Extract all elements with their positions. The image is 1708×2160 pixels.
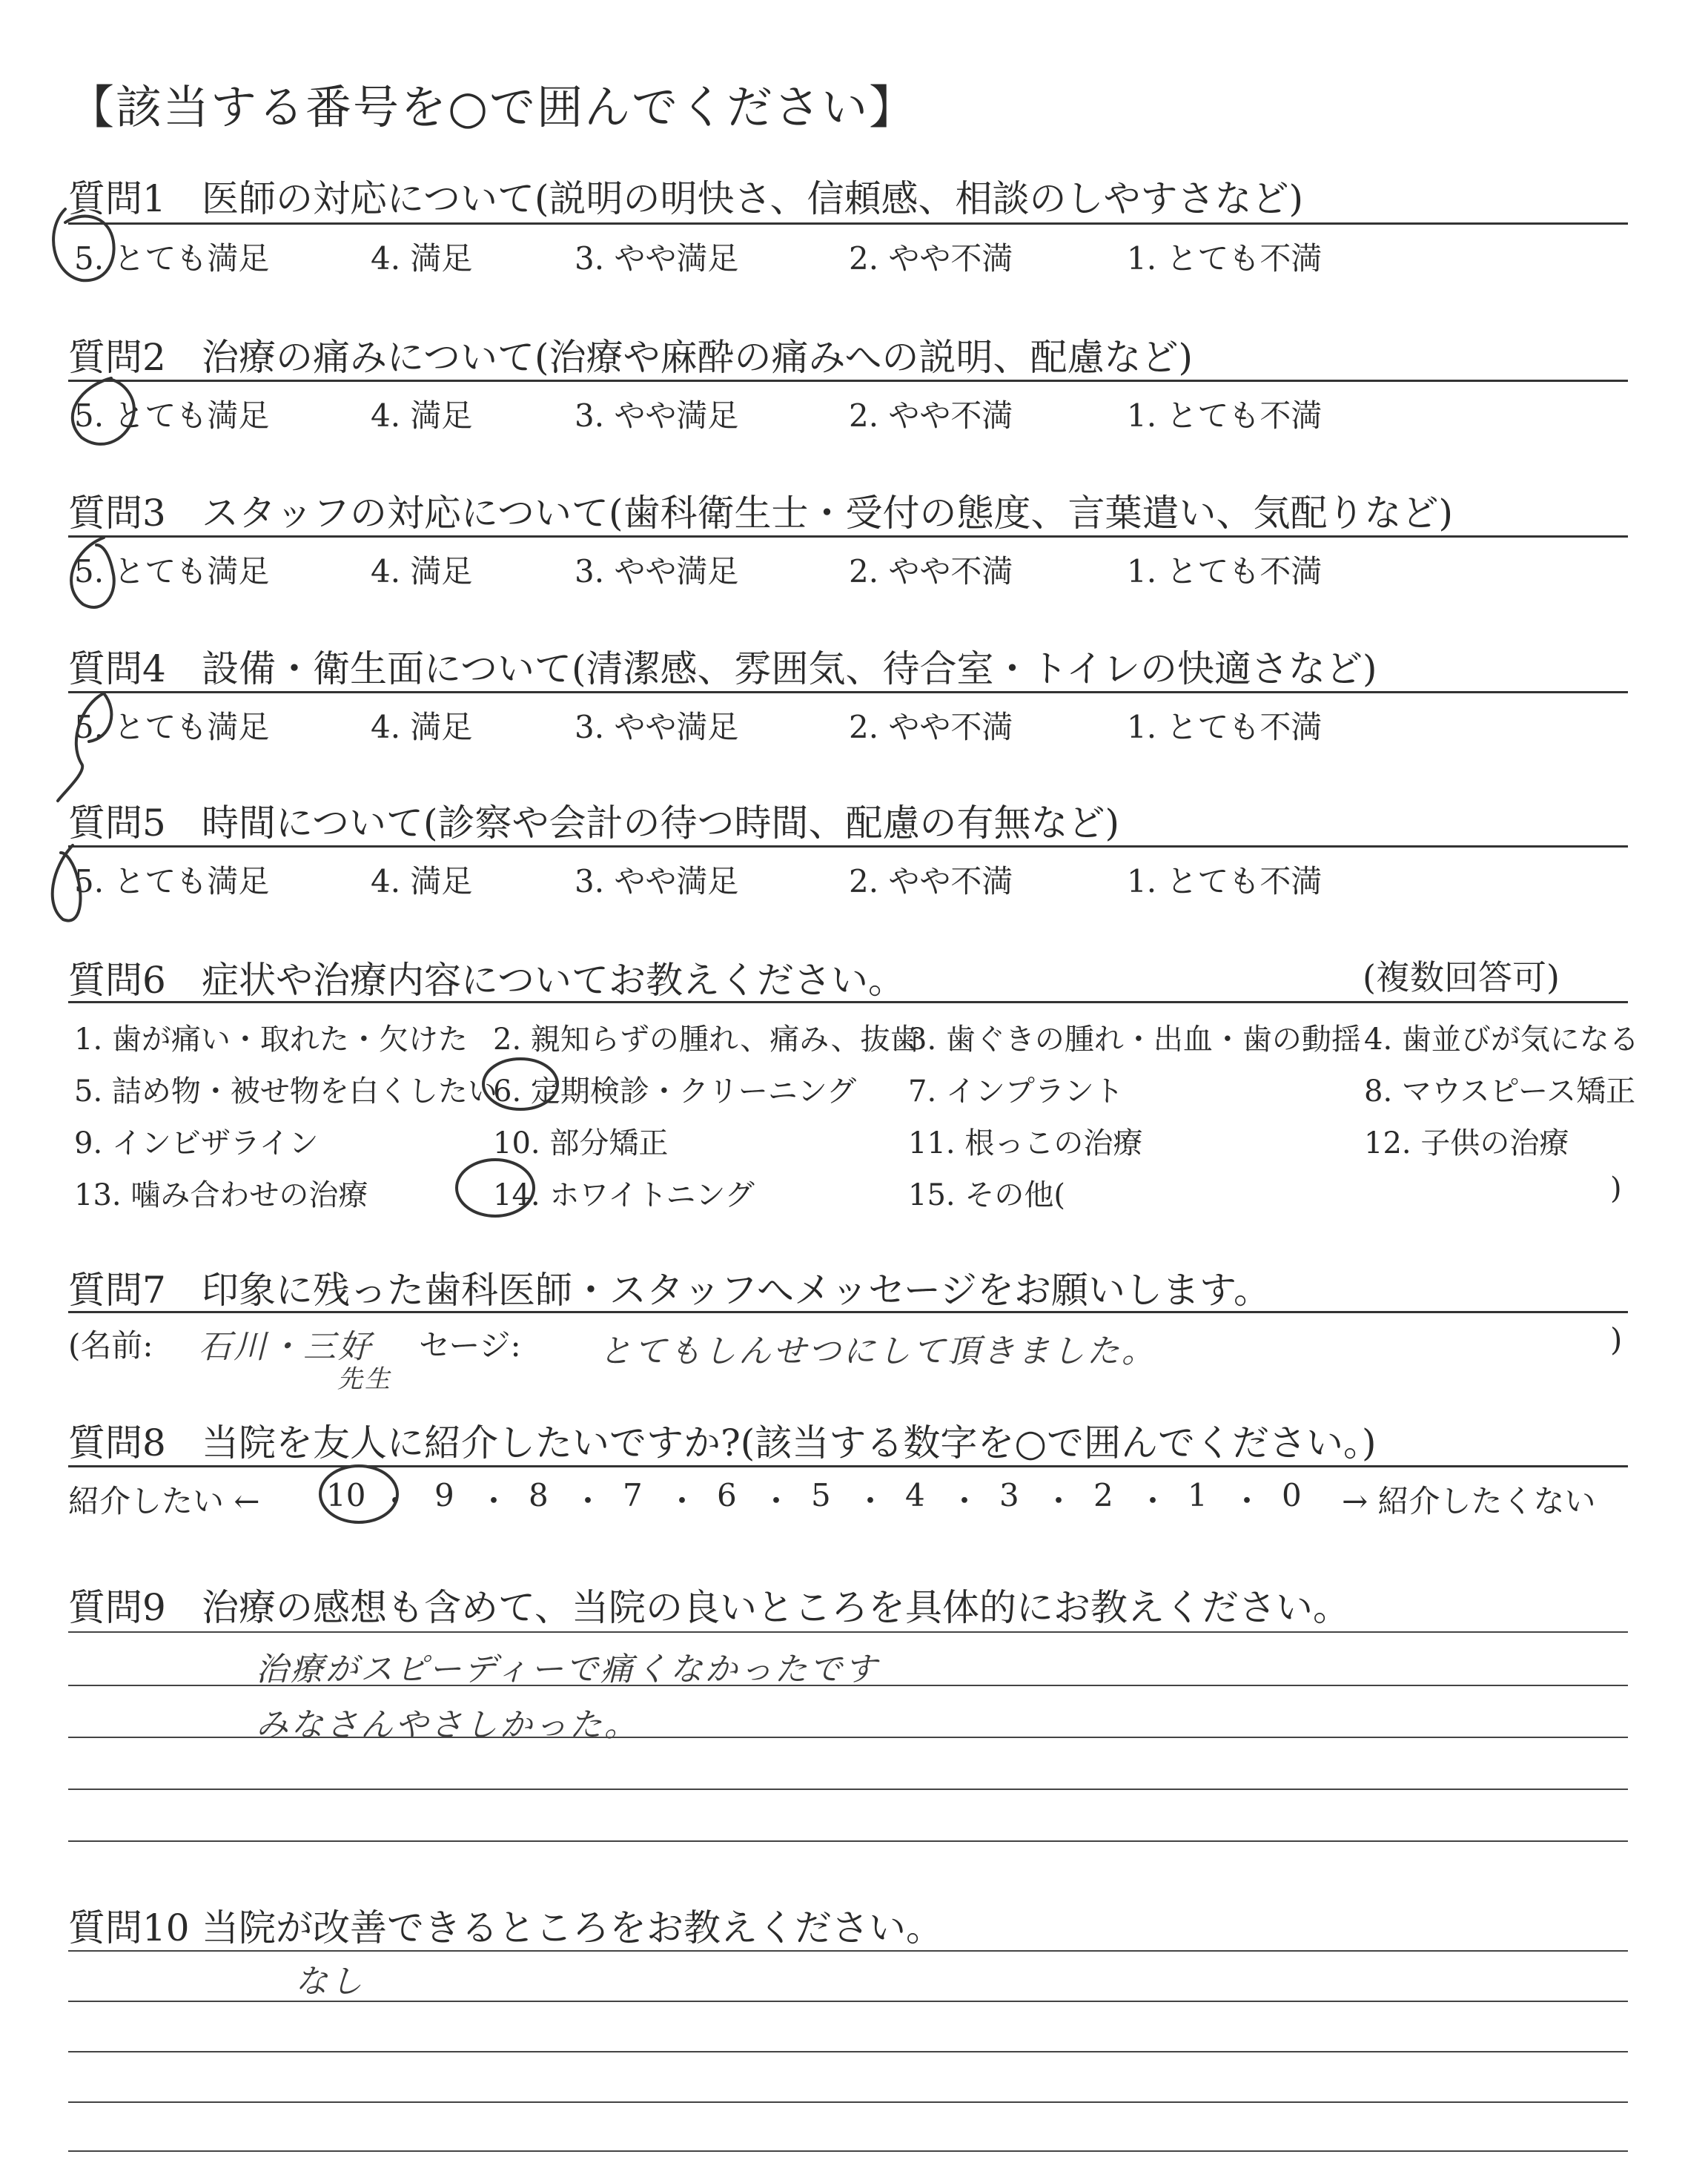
q6-item-3[interactable]: 3. 歯ぐきの腫れ・出血・歯の動揺 <box>908 1023 1361 1057</box>
q5-option-2[interactable]: 2. やや不満 <box>849 863 1013 899</box>
message-label: セージ: <box>419 1327 521 1364</box>
q2-option-5[interactable]: 5. とても満足 <box>74 397 270 434</box>
q4-option-1[interactable]: 1. とても不満 <box>1127 709 1323 745</box>
scale-6[interactable]: 6 <box>717 1477 737 1513</box>
question-number: 質問6 <box>68 959 166 1002</box>
q3-option-2[interactable]: 2. やや不満 <box>849 553 1013 589</box>
q9-answer-line-1[interactable]: 治療がスピーディーで痛くなかったです <box>256 1651 879 1688</box>
name-suffix-handwritten: 先生 <box>337 1364 392 1394</box>
question-1 <box>68 169 1303 222</box>
answer-line <box>68 2001 1628 2002</box>
q6-item-1[interactable]: 1. 歯が痛い・取れた・欠けた <box>74 1023 468 1057</box>
question-text: 治療の痛みについて(治療や麻酔の痛みへの説明、配慮など) <box>202 336 1194 379</box>
q10-answer-line-1[interactable]: なし <box>295 1963 365 2001</box>
question-3 <box>68 483 1453 537</box>
scale-dot: ・ <box>478 1483 510 1519</box>
q2-option-1[interactable]: 1. とても不満 <box>1127 397 1323 434</box>
question-6 <box>68 951 905 1004</box>
answer-line <box>68 1631 1628 1633</box>
question-text: 医師の対応について(説明の明快さ、信頼感、相談のしやすさなど) <box>202 177 1304 220</box>
question-10 <box>68 1898 943 1952</box>
message-close: ) <box>1610 1321 1623 1358</box>
q1-option-4[interactable]: 4. 満足 <box>371 240 473 277</box>
q6-item-12[interactable]: 12. 子供の治療 <box>1364 1126 1569 1160</box>
q5-option-3[interactable]: 3. やや満足 <box>575 863 739 899</box>
q6-item-5[interactable]: 5. 詰め物・被せ物を白くしたい <box>74 1074 497 1109</box>
question-text: 症状や治療内容についてお教えください。 <box>202 959 905 1002</box>
divider <box>68 535 1628 538</box>
scale-8[interactable]: 8 <box>529 1477 549 1513</box>
q6-item-4[interactable]: 4. 歯並びが気になる <box>1364 1023 1639 1057</box>
question-number: 質問4 <box>68 647 166 690</box>
question-text: 治療の感想も含めて、当院の良いところを具体的にお教えください。 <box>202 1586 1350 1629</box>
divider <box>68 1311 1628 1313</box>
question-number: 質問9 <box>68 1586 166 1629</box>
scale-dot: ・ <box>1137 1483 1169 1519</box>
question-text: 時間について(診察や会計の待つ時間、配慮の有無など) <box>202 802 1120 845</box>
scale-0[interactable]: 0 <box>1282 1477 1302 1513</box>
question-number: 質問10 <box>68 1906 190 1949</box>
question-text: 設備・衛生面について(清潔感、雰囲気、待合室・トイレの快適さなど) <box>202 647 1377 690</box>
q6-item-2[interactable]: 2. 親知らずの腫れ、痛み、抜歯 <box>493 1023 920 1057</box>
q3-option-5[interactable]: 5. とても満足 <box>74 553 270 589</box>
question-text: 当院を友人に紹介したいですか?(該当する数字を○で囲んでください。) <box>202 1421 1377 1464</box>
scale-7[interactable]: 7 <box>623 1477 643 1513</box>
question-number: 質問7 <box>68 1269 166 1312</box>
q5-option-5[interactable]: 5. とても満足 <box>74 863 270 899</box>
question-5 <box>68 793 1119 847</box>
q2-option-3[interactable]: 3. やや満足 <box>575 397 739 434</box>
question-text: 印象に残った歯科医師・スタッフへメッセージをお願いします。 <box>202 1269 1271 1312</box>
divider <box>68 691 1628 693</box>
question-number: 質問3 <box>68 492 166 535</box>
divider <box>68 380 1628 382</box>
question-text: 当院が改善できるところをお教えください。 <box>202 1906 943 1949</box>
q9-answer-line-2[interactable]: みなさんやさしかった。 <box>256 1706 639 1744</box>
name-handwritten[interactable]: 石川・三好 <box>199 1328 373 1366</box>
q6-item-10[interactable]: 10. 部分矯正 <box>493 1126 669 1160</box>
q6-item-11[interactable]: 11. 根っこの治療 <box>908 1126 1143 1160</box>
q1-option-5[interactable]: 5. とても満足 <box>74 240 270 277</box>
scale-dot: ・ <box>949 1483 981 1519</box>
scale-2[interactable]: 2 <box>1093 1477 1113 1513</box>
answer-line <box>68 2150 1628 2152</box>
q6-item-13[interactable]: 13. 噛み合わせの治療 <box>74 1178 368 1212</box>
q2-option-2[interactable]: 2. やや不満 <box>849 397 1013 434</box>
q3-option-4[interactable]: 4. 満足 <box>371 553 473 589</box>
q3-option-3[interactable]: 3. やや満足 <box>575 553 739 589</box>
scale-dot: ・ <box>855 1483 887 1519</box>
answer-line <box>68 2101 1628 2103</box>
survey-title: 【該当する番号を○で囲んでください】 <box>68 80 917 134</box>
divider <box>68 845 1628 848</box>
recommend-right-label: → 紹介したくない <box>1342 1483 1596 1519</box>
question-number: 質問8 <box>68 1421 166 1464</box>
q4-option-2[interactable]: 2. やや不満 <box>849 709 1013 745</box>
q6-item-9[interactable]: 9. インビザライン <box>74 1126 319 1160</box>
q3-option-1[interactable]: 1. とても不満 <box>1127 553 1323 589</box>
scale-dot: ・ <box>1231 1483 1263 1519</box>
scale-9[interactable]: 9 <box>434 1477 454 1513</box>
q6-item-14[interactable]: 14. ホワイトニング <box>493 1178 755 1212</box>
scale-1[interactable]: 1 <box>1188 1477 1208 1513</box>
answer-line <box>68 1950 1628 1952</box>
q5-option-4[interactable]: 4. 満足 <box>371 863 473 899</box>
scale-4[interactable]: 4 <box>905 1477 925 1513</box>
question-4 <box>68 639 1377 693</box>
question-2 <box>68 328 1193 381</box>
q4-option-3[interactable]: 3. やや満足 <box>575 709 739 745</box>
question-number: 質問2 <box>68 336 166 379</box>
answer-line <box>68 1685 1628 1686</box>
q4-option-5[interactable]: 5. とても満足 <box>74 709 270 745</box>
divider <box>68 222 1628 225</box>
question-number: 質問1 <box>68 177 166 220</box>
scale-dot: ・ <box>380 1483 411 1519</box>
scale-dot: ・ <box>666 1483 698 1519</box>
q6-item-15-close: ) <box>1610 1172 1622 1206</box>
question-9 <box>68 1578 1350 1631</box>
scale-dot: ・ <box>761 1483 792 1519</box>
answer-line <box>68 1737 1628 1738</box>
recommend-left-label: 紹介したい ← <box>68 1483 260 1519</box>
scale-dot: ・ <box>1043 1483 1075 1519</box>
answer-line <box>68 2051 1628 2052</box>
question-8 <box>68 1413 1376 1467</box>
scale-5[interactable]: 5 <box>811 1477 831 1513</box>
scale-10[interactable]: 10 <box>326 1477 366 1513</box>
divider <box>68 1001 1628 1003</box>
q5-option-1[interactable]: 1. とても不満 <box>1127 863 1323 899</box>
scale-3[interactable]: 3 <box>999 1477 1019 1513</box>
message-handwritten[interactable]: とてもしんせつにして頂きました。 <box>599 1332 1156 1370</box>
multiple-answers-note: (複数回答可) <box>1363 957 1560 997</box>
q1-option-1[interactable]: 1. とても不満 <box>1127 240 1323 277</box>
q6-item-6[interactable]: 6. 定期検診・クリーニング <box>493 1074 857 1109</box>
answer-line <box>68 1789 1628 1790</box>
q6-item-7[interactable]: 7. インプラント <box>908 1074 1124 1109</box>
q6-item-15[interactable]: 15. その他( <box>908 1178 1065 1212</box>
question-text: スタッフの対応について(歯科衛生士・受付の態度、言葉遣い、気配りなど) <box>202 492 1454 535</box>
q2-option-4[interactable]: 4. 満足 <box>371 397 473 434</box>
scale-dot: ・ <box>572 1483 604 1519</box>
name-label: (名前: <box>68 1327 153 1364</box>
question-7 <box>68 1261 1271 1314</box>
q1-option-3[interactable]: 3. やや満足 <box>575 240 739 277</box>
question-number: 質問5 <box>68 802 166 845</box>
divider <box>68 1465 1628 1467</box>
q4-option-4[interactable]: 4. 満足 <box>371 709 473 745</box>
answer-line <box>68 1840 1628 1842</box>
q6-item-8[interactable]: 8. マウスピース矯正 <box>1364 1074 1636 1109</box>
q1-option-2[interactable]: 2. やや不満 <box>849 240 1013 277</box>
